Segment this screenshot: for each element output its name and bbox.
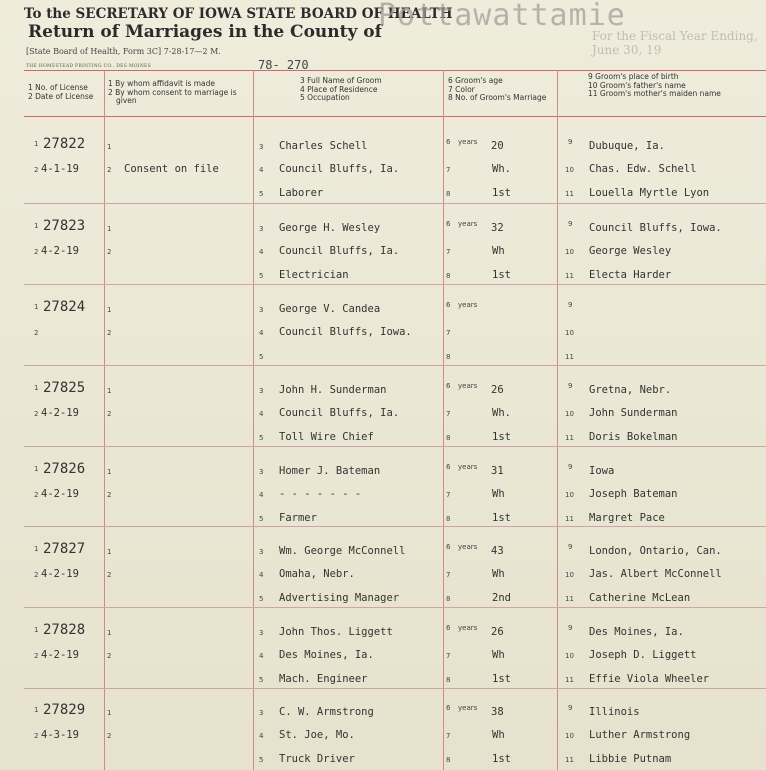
stamp-number: 78- 270 — [258, 58, 309, 72]
field-number: 2 — [34, 410, 39, 418]
field-number: 3 — [259, 709, 264, 717]
field-number: 5 — [259, 272, 264, 280]
form-number: [State Board of Health, Form 3C] 7-28-17—2 M. — [26, 47, 221, 56]
groom-birthplace: London, Ontario, Can. — [589, 545, 722, 557]
header-col-birth: 9 Groom's place of birth 10 Groom's father's name 11 Groom's mother's maiden name — [588, 72, 721, 98]
field-number: 2 — [107, 732, 112, 740]
field-number: 4 — [259, 329, 264, 337]
groom-marriage-number: 1st — [492, 673, 511, 685]
field-number: 2 — [107, 166, 112, 174]
field-number: 3 — [259, 225, 264, 233]
groom-residence: Council Bluffs, Iowa. — [279, 326, 412, 338]
field-number: 3 — [259, 143, 264, 151]
field-number: 8 — [446, 515, 451, 523]
record-separator — [24, 365, 766, 366]
field-number: 2 — [107, 571, 112, 579]
license-number: 27828 — [43, 622, 86, 638]
field-number: 1 — [34, 706, 39, 714]
years-label: years — [458, 624, 478, 632]
field-number: 4 — [259, 410, 264, 418]
field-number: 5 — [259, 190, 264, 198]
field-number: 1 — [34, 626, 39, 634]
groom-occupation: Electrician — [279, 269, 349, 281]
field-number: 8 — [446, 353, 451, 361]
field-number: 2 — [34, 329, 39, 337]
groom-color: Wh — [492, 649, 505, 661]
field-number: 1 — [107, 306, 112, 314]
groom-residence: - - - - - - - — [279, 488, 362, 500]
license-number: 27826 — [43, 461, 86, 477]
groom-color: Wh — [492, 729, 505, 741]
printer-credit: THE HOMESTEAD PRINTING CO., DES MOINES — [26, 64, 152, 69]
field-number: 2 — [34, 491, 39, 499]
field-number: 8 — [446, 190, 451, 198]
groom-name: Wm. George McConnell — [279, 545, 406, 557]
groom-father: Joseph D. Liggett — [589, 649, 697, 661]
form-title — [28, 22, 382, 42]
field-number: 11 — [565, 676, 574, 684]
field-number: 11 — [565, 353, 574, 361]
field-number: 2 — [34, 248, 39, 256]
groom-name: Homer J. Bateman — [279, 465, 381, 477]
groom-occupation: Toll Wire Chief — [279, 431, 374, 443]
groom-residence: Council Bluffs, Ia. — [279, 245, 400, 257]
column-divider — [253, 70, 254, 770]
field-number: 7 — [446, 166, 451, 174]
field-number: 9 — [568, 382, 573, 390]
field-number: 7 — [446, 410, 451, 418]
groom-age: 38 — [491, 706, 504, 718]
field-number: 9 — [568, 138, 573, 146]
field-number: 7 — [446, 248, 451, 256]
field-number: 11 — [565, 190, 574, 198]
record-separator — [24, 446, 766, 447]
years-label: years — [458, 382, 478, 390]
groom-occupation: Farmer — [279, 512, 317, 524]
groom-age: 26 — [491, 384, 504, 396]
field-number: 1 — [107, 709, 112, 717]
field-number: 10 — [565, 491, 574, 499]
groom-color: Wh. — [492, 163, 511, 175]
field-number: 4 — [259, 248, 264, 256]
field-number: 10 — [565, 732, 574, 740]
license-number: 27825 — [43, 380, 86, 396]
field-number: 1 — [107, 225, 112, 233]
years-label: years — [458, 301, 478, 309]
groom-mother: Doris Bokelman — [589, 431, 678, 443]
header-col-groom: 3 Full Name of Groom 4 Place of Residence 5 Occupation — [300, 76, 382, 102]
field-number: 5 — [259, 353, 264, 361]
license-number: 27829 — [43, 702, 86, 718]
header-col-age: 6 Groom's age 7 Color 8 No. of Groom's Marriage — [448, 76, 547, 102]
field-number: 8 — [446, 434, 451, 442]
field-number: 10 — [565, 166, 574, 174]
field-number: 10 — [565, 410, 574, 418]
license-number: 27822 — [43, 136, 86, 152]
license-date: 4-1-19 — [41, 163, 79, 175]
groom-marriage-number: 2nd — [492, 592, 511, 604]
groom-age: 26 — [491, 626, 504, 638]
groom-birthplace: Illinois — [589, 706, 640, 718]
groom-residence: Des Moines, Ia. — [279, 649, 374, 661]
groom-residence: St. Joe, Mo. — [279, 729, 355, 741]
field-number: 11 — [565, 595, 574, 603]
years-label: years — [458, 138, 478, 146]
field-number: 11 — [565, 756, 574, 764]
field-number: 9 — [568, 220, 573, 228]
license-date: 4-2-19 — [41, 649, 79, 661]
groom-mother: Louella Myrtle Lyon — [589, 187, 710, 199]
groom-occupation: Mach. Engineer — [279, 673, 368, 685]
field-number: 6 — [446, 220, 451, 228]
field-number: 2 — [107, 410, 112, 418]
groom-father: Joseph Bateman — [589, 488, 678, 500]
field-number: 10 — [565, 652, 574, 660]
field-number: 1 — [34, 384, 39, 392]
record-separator — [24, 607, 766, 608]
field-number: 6 — [446, 301, 451, 309]
column-divider — [104, 70, 105, 770]
groom-birthplace: Gretna, Nebr. — [589, 384, 672, 396]
field-number: 4 — [259, 571, 264, 579]
groom-age: 20 — [491, 140, 504, 152]
license-number: 27824 — [43, 299, 86, 315]
groom-occupation: Truck Driver — [279, 753, 355, 765]
groom-marriage-number: 1st — [492, 753, 511, 765]
record-separator — [24, 688, 766, 689]
groom-age: 32 — [491, 222, 504, 234]
field-number: 7 — [446, 491, 451, 499]
license-date: 4-2-19 — [41, 245, 79, 257]
groom-residence: Council Bluffs, Ia. — [279, 163, 400, 175]
license-date: 4-2-19 — [41, 488, 79, 500]
groom-occupation: Laborer — [279, 187, 324, 199]
field-number: 3 — [259, 306, 264, 314]
groom-name: George V. Candea — [279, 303, 381, 315]
field-number: 1 — [107, 629, 112, 637]
field-number: 4 — [259, 652, 264, 660]
field-number: 3 — [259, 387, 264, 395]
field-number: 10 — [565, 571, 574, 579]
groom-occupation: Advertising Manager — [279, 592, 400, 604]
field-number: 2 — [107, 329, 112, 337]
years-label: years — [458, 704, 478, 712]
field-number: 5 — [259, 595, 264, 603]
field-number: 4 — [259, 732, 264, 740]
groom-name: John Thos. Liggett — [279, 626, 393, 638]
groom-father: Luther Armstrong — [589, 729, 691, 741]
field-number: 1 — [34, 140, 39, 148]
addressee-line: To the SECRETARY OF IOWA STATE BOARD OF HEALTH — [24, 6, 453, 22]
field-number: 11 — [565, 434, 574, 442]
groom-name: C. W. Armstrong — [279, 706, 374, 718]
field-number: 5 — [259, 515, 264, 523]
field-number: 1 — [107, 468, 112, 476]
field-number: 4 — [259, 491, 264, 499]
field-number: 6 — [446, 543, 451, 551]
field-number: 2 — [107, 491, 112, 499]
title-prefix: Return of Marriages in the County of — [28, 22, 382, 42]
license-date: 4-2-19 — [41, 568, 79, 580]
record-separator — [24, 203, 766, 204]
field-number: 8 — [446, 595, 451, 603]
field-number: 7 — [446, 652, 451, 660]
county-stamp: Pottawattamie — [378, 0, 626, 33]
groom-color: Wh — [492, 568, 505, 580]
field-number: 9 — [568, 301, 573, 309]
field-number: 8 — [446, 756, 451, 764]
field-number: 3 — [259, 548, 264, 556]
header-top-rule — [24, 70, 766, 71]
field-number: 6 — [446, 138, 451, 146]
groom-birthplace: Des Moines, Ia. — [589, 626, 684, 638]
field-number: 1 — [107, 548, 112, 556]
field-number: 7 — [446, 329, 451, 337]
groom-residence: Council Bluffs, Ia. — [279, 407, 400, 419]
groom-color: Wh — [492, 245, 505, 257]
years-label: years — [458, 463, 478, 471]
groom-mother: Electa Harder — [589, 269, 672, 281]
header-bottom-rule — [24, 116, 766, 117]
field-number: 3 — [259, 629, 264, 637]
field-number: 2 — [34, 166, 39, 174]
field-number: 5 — [259, 676, 264, 684]
field-number: 11 — [565, 515, 574, 523]
field-number: 4 — [259, 166, 264, 174]
groom-father: John Sunderman — [589, 407, 678, 419]
years-label: years — [458, 543, 478, 551]
license-number: 27823 — [43, 218, 86, 234]
field-number: 2 — [34, 571, 39, 579]
field-number: 1 — [34, 545, 39, 553]
field-number: 2 — [34, 732, 39, 740]
field-number: 2 — [34, 652, 39, 660]
groom-name: George H. Wesley — [279, 222, 381, 234]
groom-color: Wh — [492, 488, 505, 500]
field-number: 3 — [259, 468, 264, 476]
field-number: 6 — [446, 382, 451, 390]
groom-mother: Libbie Putnam — [589, 753, 672, 765]
license-date: 4-3-19 — [41, 729, 79, 741]
groom-father: George Wesley — [589, 245, 672, 257]
header-col-license: 1 No. of License 2 Date of License — [28, 83, 94, 101]
field-number: 6 — [446, 624, 451, 632]
field-number: 1 — [107, 143, 112, 151]
column-divider — [443, 70, 444, 770]
header-col-affidavit: 1 By whom affidavit is made 2 By whom consent to marriage is given — [108, 79, 237, 105]
field-number: 5 — [259, 756, 264, 764]
groom-age: 31 — [491, 465, 504, 477]
field-number: 9 — [568, 463, 573, 471]
field-number: 9 — [568, 624, 573, 632]
field-number: 10 — [565, 329, 574, 337]
field-number: 6 — [446, 704, 451, 712]
groom-mother: Catherine McLean — [589, 592, 691, 604]
field-number: 10 — [565, 248, 574, 256]
groom-mother: Effie Viola Wheeler — [589, 673, 710, 685]
license-date: 4-2-19 — [41, 407, 79, 419]
record-separator — [24, 284, 766, 285]
field-number: 9 — [568, 543, 573, 551]
groom-birthplace: Dubuque, Ia. — [589, 140, 665, 152]
groom-residence: Omaha, Nebr. — [279, 568, 355, 580]
field-number: 6 — [446, 463, 451, 471]
faint-fiscal-text: For the Fiscal Year Ending, June 30, 19 — [592, 29, 758, 57]
field-number: 8 — [446, 272, 451, 280]
field-number: 1 — [34, 465, 39, 473]
record-separator — [24, 526, 766, 527]
field-number: 1 — [107, 387, 112, 395]
field-number: 2 — [107, 652, 112, 660]
field-number: 7 — [446, 732, 451, 740]
groom-name: Charles Schell — [279, 140, 368, 152]
groom-marriage-number: 1st — [492, 187, 511, 199]
groom-color: Wh. — [492, 407, 511, 419]
years-label: years — [458, 220, 478, 228]
license-number: 27827 — [43, 541, 86, 557]
field-number: 1 — [34, 222, 39, 230]
groom-birthplace: Council Bluffs, Iowa. — [589, 222, 722, 234]
groom-marriage-number: 1st — [492, 512, 511, 524]
consent-giver: Consent on file — [124, 163, 219, 175]
groom-name: John H. Sunderman — [279, 384, 387, 396]
groom-father: Jas. Albert McConnell — [589, 568, 722, 580]
groom-age: 43 — [491, 545, 504, 557]
field-number: 9 — [568, 704, 573, 712]
field-number: 2 — [107, 248, 112, 256]
groom-mother: Margret Pace — [589, 512, 665, 524]
groom-birthplace: Iowa — [589, 465, 615, 477]
column-divider — [557, 70, 558, 770]
groom-marriage-number: 1st — [492, 269, 511, 281]
groom-father: Chas. Edw. Schell — [589, 163, 697, 175]
field-number: 11 — [565, 272, 574, 280]
field-number: 7 — [446, 571, 451, 579]
field-number: 8 — [446, 676, 451, 684]
field-number: 1 — [34, 303, 39, 311]
field-number: 5 — [259, 434, 264, 442]
groom-marriage-number: 1st — [492, 431, 511, 443]
